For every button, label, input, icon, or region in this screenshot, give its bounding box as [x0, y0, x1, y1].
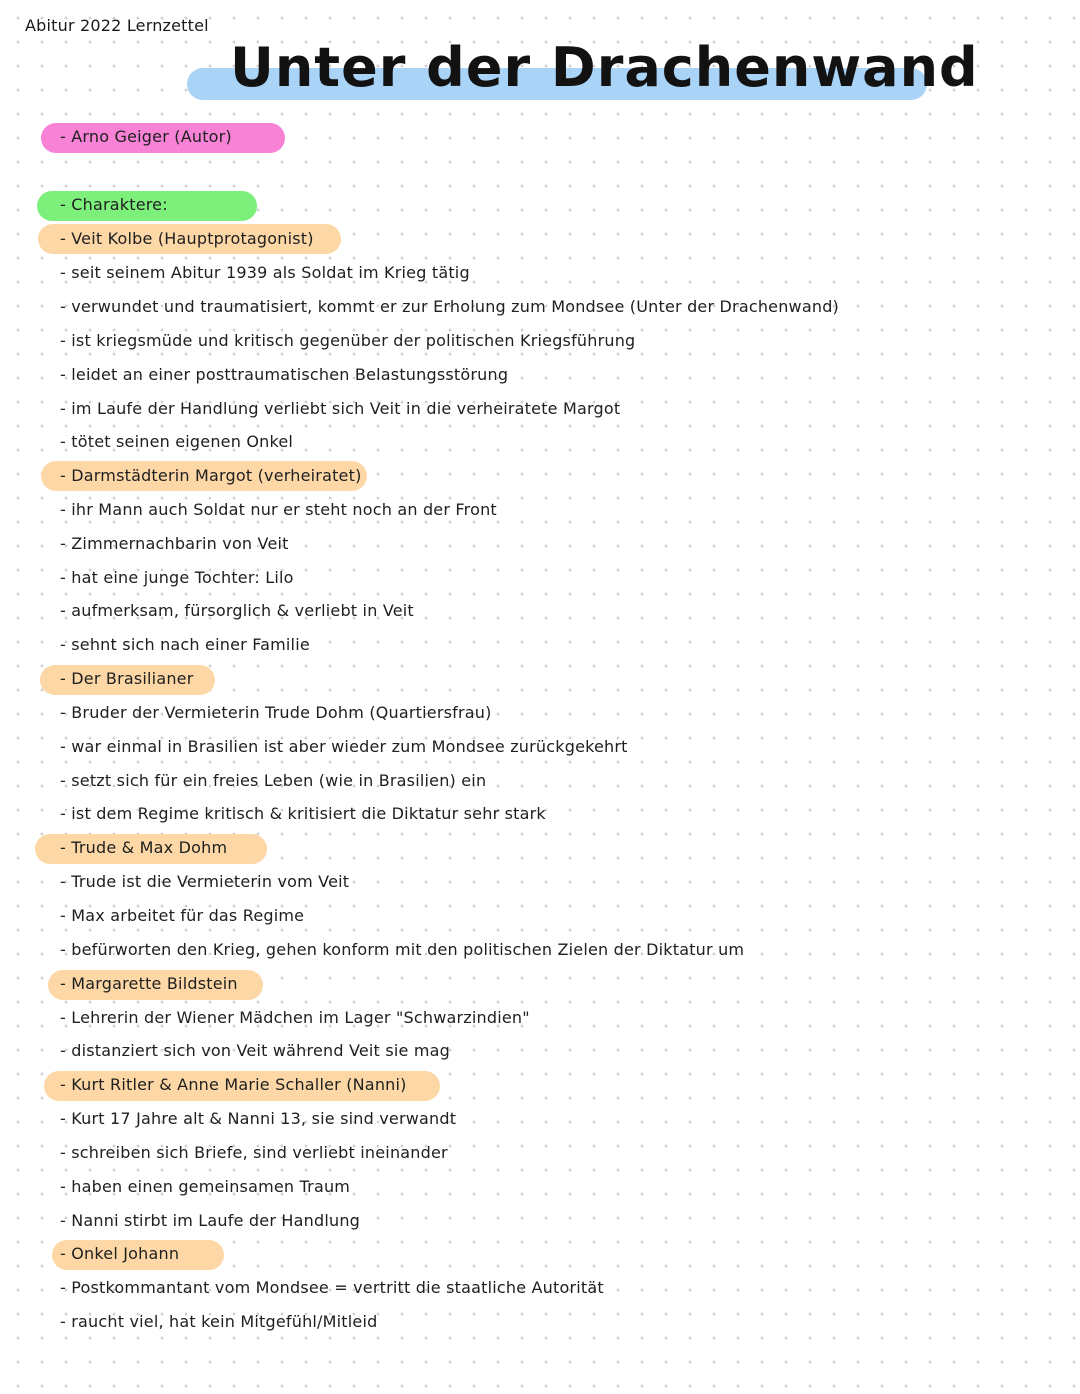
- bullet-item: - sehnt sich nach einer Familie: [60, 635, 310, 654]
- bullet-item: - distanziert sich von Veit während Veit sie mag: [60, 1041, 450, 1060]
- bullet-item: - Nanni stirbt im Laufe der Handlung: [60, 1211, 361, 1230]
- characters-heading: - Charaktere:: [60, 195, 168, 214]
- section-heading: - Veit Kolbe (Hauptprotagonist): [60, 229, 314, 248]
- bullet-item: - hat eine junge Tochter: Lilo: [60, 568, 294, 587]
- bullet-item: - haben einen gemeinsamen Traum: [60, 1177, 351, 1196]
- bullet-item: - ist dem Regime kritisch & kritisiert die Diktatur sehr stark: [60, 804, 546, 823]
- header-note: Abitur 2022 Lernzettel: [25, 16, 209, 35]
- bullet-item: - Kurt 17 Jahre alt & Nanni 13, sie sind verwandt: [60, 1109, 457, 1128]
- section-heading: - Onkel Johann: [60, 1244, 180, 1263]
- bullet-item: - ist kriegsmüde und kritisch gegenüber der politischen Kriegsführung: [60, 331, 636, 350]
- bullet-item: - Bruder der Vermieterin Trude Dohm (Quartiersfrau): [60, 703, 492, 722]
- bullet-item: - Postkommantant vom Mondsee = vertritt die staatliche Autorität: [60, 1278, 604, 1297]
- bullet-item: - leidet an einer posttraumatischen Belastungsstörung: [60, 365, 509, 384]
- bullet-item: - Max arbeitet für das Regime: [60, 906, 305, 925]
- section-heading: - Der Brasilianer: [60, 669, 194, 688]
- bullet-item: - Zimmernachbarin von Veit: [60, 534, 289, 553]
- bullet-item: - ihr Mann auch Soldat nur er steht noch an der Front: [60, 500, 497, 519]
- bullet-item: - schreiben sich Briefe, sind verliebt ineinander: [60, 1143, 448, 1162]
- section-heading: - Margarette Bildstein: [60, 974, 238, 993]
- bullet-item: - Lehrerin der Wiener Mädchen im Lager "Schwarzindien": [60, 1008, 530, 1027]
- page-title: Unter der Drachenwand: [230, 36, 979, 99]
- bullet-item: - setzt sich für ein freies Leben (wie in Brasilien) ein: [60, 771, 487, 790]
- bullet-item: - aufmerksam, fürsorglich & verliebt in Veit: [60, 601, 414, 620]
- section-heading: - Trude & Max Dohm: [60, 838, 228, 857]
- bullet-item: - im Laufe der Handlung verliebt sich Veit in die verheiratete Margot: [60, 399, 621, 418]
- bullet-item: - befürworten den Krieg, gehen konform mit den politischen Zielen der Diktatur um: [60, 940, 745, 959]
- bullet-item: - seit seinem Abitur 1939 als Soldat im Krieg tätig: [60, 263, 470, 282]
- bullet-item: - raucht viel, hat kein Mitgefühl/Mitleid: [60, 1312, 378, 1331]
- section-heading: - Darmstädterin Margot (verheiratet): [60, 466, 362, 485]
- bullet-item: - war einmal in Brasilien ist aber wieder zum Mondsee zurückgekehrt: [60, 737, 628, 756]
- author-line: - Arno Geiger (Autor): [60, 127, 232, 146]
- bullet-item: - Trude ist die Vermieterin vom Veit: [60, 872, 350, 891]
- section-heading: - Kurt Ritler & Anne Marie Schaller (Nanni): [60, 1075, 407, 1094]
- bullet-item: - tötet seinen eigenen Onkel: [60, 432, 294, 451]
- bullet-item: - verwundet und traumatisiert, kommt er zur Erholung zum Mondsee (Unter der Drachenwand): [60, 297, 839, 316]
